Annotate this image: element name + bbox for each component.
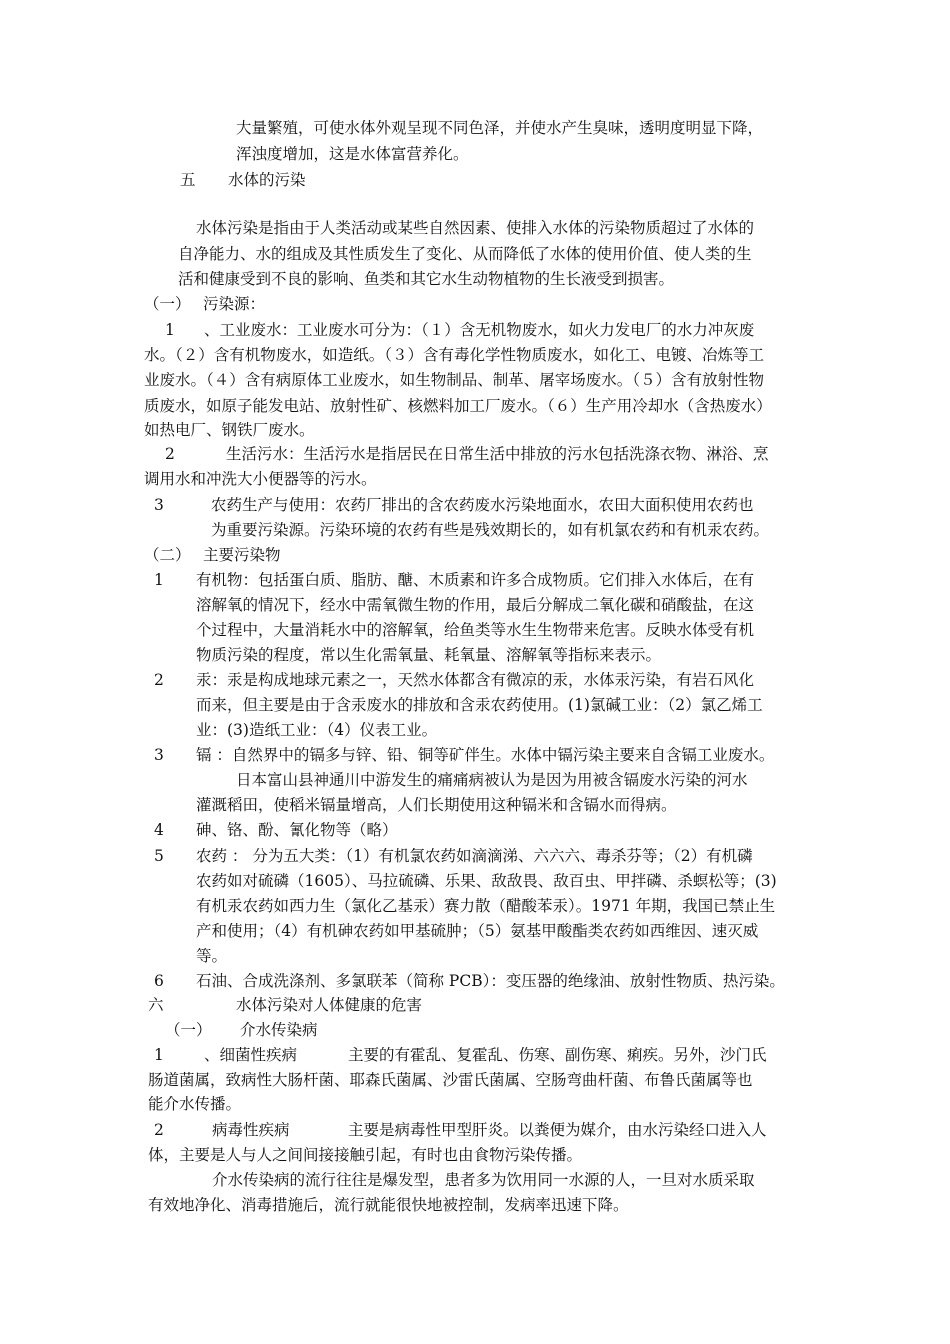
item-number: 5	[154, 847, 164, 865]
subsection-number: （一）	[165, 1021, 212, 1039]
item-line: 有机汞农药如西力生（氯化乙基汞）赛力散（醋酸苯汞）。1971 年期，我国已禁止生	[196, 897, 776, 915]
item-line: 主要的有霍乱、复霍乱、伤寒、副伤寒、痢疾。另外，沙门氏	[348, 1046, 767, 1064]
subsection-number: （二）	[144, 546, 191, 564]
item-name: 、细菌性疾病	[204, 1046, 298, 1064]
item-line: 有机物：包括蛋白质、脂肪、醣、木质素和许多合成物质。它们排入水体后，在有	[196, 571, 755, 589]
item-line: 溶解氧的情况下，经水中需氧微生物的作用，最后分解成二氧化碳和硝酸盐，在这	[196, 596, 755, 614]
item-name: 病毒性疾病	[212, 1121, 290, 1139]
paragraph-line: 活和健康受到不良的影响、鱼类和其它水生动物植物的生长液受到损害。	[178, 270, 675, 288]
item-line: 农药 ： 分为五大类：（1）有机氯农药如滴滴涕、六六六、毒杀芬等；（2）有机磷	[196, 847, 753, 865]
paragraph-line: 介水传染病的流行往往是爆发型，患者多为饮用同一水源的人，一旦对水质采取	[212, 1171, 755, 1189]
item-line: 灌溉稻田，使稻米镉量增高，人们长期使用这种镉米和含镉水而得病。	[196, 796, 677, 814]
item-line: 如热电厂、钢铁厂废水。	[144, 421, 315, 439]
item-line: 调用水和冲洗大小便器等的污水。	[144, 470, 377, 488]
item-number: 3	[154, 496, 164, 514]
item-number: 2	[154, 1121, 164, 1139]
item-number: 6	[154, 972, 164, 990]
item-line: 汞：汞是构成地球元素之一，天然水体都含有微凉的汞，水体汞污染，有岩石风化	[196, 671, 755, 689]
item-line: 镉 ：自然界中的镉多与锌、铅、铜等矿伴生。水体中镉污染主要来自含镉工业废水。	[196, 746, 775, 764]
paragraph-line: 有效地净化、消毒措施后，流行就能很快地被控制，发病率迅速下降。	[148, 1196, 629, 1214]
item-number: 1	[165, 321, 175, 339]
item-line: 石油、合成洗涤剂、多氯联苯（简称 PCB）：变压器的绝缘油、放射性物质、热污染。	[196, 972, 785, 990]
item-line: 为重要污染源。污染环境的农药有些是残效期长的，如有机氯农药和有机汞农药。	[211, 521, 770, 539]
item-number: 4	[154, 821, 164, 839]
subsection-title: 介水传染病	[240, 1021, 318, 1039]
item-line: 而来，但主要是由于含汞废水的排放和含汞农药使用。(1)氯碱工业：（2）氯乙烯工	[196, 696, 763, 714]
item-line: 等。	[196, 947, 228, 965]
subsection-number: （一）	[144, 295, 191, 313]
subsection-title: 污染源：	[203, 295, 266, 313]
item-line: 砷、铬、酚、氰化物等（略）	[196, 821, 398, 839]
paragraph-line: 水体污染是指由于人类活动或某些自然因素、使排入水体的污染物质超过了水体的	[196, 219, 755, 237]
item-line: 肠道菌属，致病性大肠杆菌、耶森氏菌属、沙雷氏菌属、空肠弯曲杆菌、布鲁氏菌属等也	[148, 1071, 753, 1089]
item-line: 业废水。（４）含有病原体工业废水，如生物制品、制革、屠宰场废水。（５）含有放射性物	[144, 371, 765, 389]
item-number: 2	[165, 445, 175, 463]
item-line: 水。（２）含有机物废水，如造纸。（３）含有毒化学性物质废水，如化工、电镀、冶炼等工	[144, 346, 765, 364]
item-number: 3	[154, 746, 164, 764]
item-line: 日本富山县神通川中游发生的痛痛病被认为是因为用被含镉废水污染的河水	[236, 771, 748, 789]
item-line: 农药如对硫磷（1605）、马拉硫磷、乐果、敌敌畏、敌百虫、甲拌磷、杀螟松等；(3)	[196, 872, 777, 890]
item-line: 个过程中，大量消耗水中的溶解氧，给鱼类等水生生物带来危害。反映水体受有机	[196, 621, 755, 639]
paragraph-line: 自净能力、水的组成及其性质发生了变化、从而降低了水体的使用价值、使人类的生	[178, 245, 752, 263]
section-number: 五	[180, 171, 196, 189]
item-line: 体，主要是人与人之间间接接触引起，有时也由食物污染传播。	[148, 1146, 583, 1164]
section-number: 六	[148, 996, 164, 1014]
intro-line: 浑浊度增加，这是水体富营养化。	[236, 145, 469, 163]
item-number: 1	[154, 1046, 164, 1064]
item-number: 1	[154, 571, 164, 589]
item-line: 物质污染的程度，常以生化需氧量、耗氧量、溶解氧等指标来表示。	[196, 646, 662, 664]
item-line: 能介水传播。	[148, 1095, 242, 1113]
section-title: 水体的污染	[228, 171, 306, 189]
item-line: 主要是病毒性甲型肝炎。以粪便为媒介，由水污染经口进入人	[348, 1121, 767, 1139]
item-number: 2	[154, 671, 164, 689]
item-line: 农药生产与使用：农药厂排出的含农药废水污染地面水，农田大面积使用农药也	[211, 496, 754, 514]
intro-line: 大量繁殖，可使水体外观呈现不同色泽，并使水产生臭味，透明度明显下降，	[236, 119, 764, 137]
item-line: 业：(3)造纸工业：（4）仪表工业。	[196, 721, 438, 739]
item-line: 生活污水：生活污水是指居民在日常生活中排放的污水包括洗涤衣物、淋浴、烹	[226, 445, 769, 463]
section-title: 水体污染对人体健康的危害	[236, 996, 423, 1014]
subsection-title: 主要污染物	[203, 546, 281, 564]
item-line: 、工业废水：工业废水可分为：（１）含无机物废水，如火力发电厂的水力冲灰废	[204, 321, 755, 339]
item-line: 质废水，如原子能发电站、放射性矿、核燃料加工厂废水。（６）生产用冷却水（含热废水）	[144, 397, 772, 415]
item-line: 产和使用；（4）有机砷农药如甲基硫肿；（5）氨基甲酸酯类农药如西维因、速灭威	[196, 922, 759, 940]
